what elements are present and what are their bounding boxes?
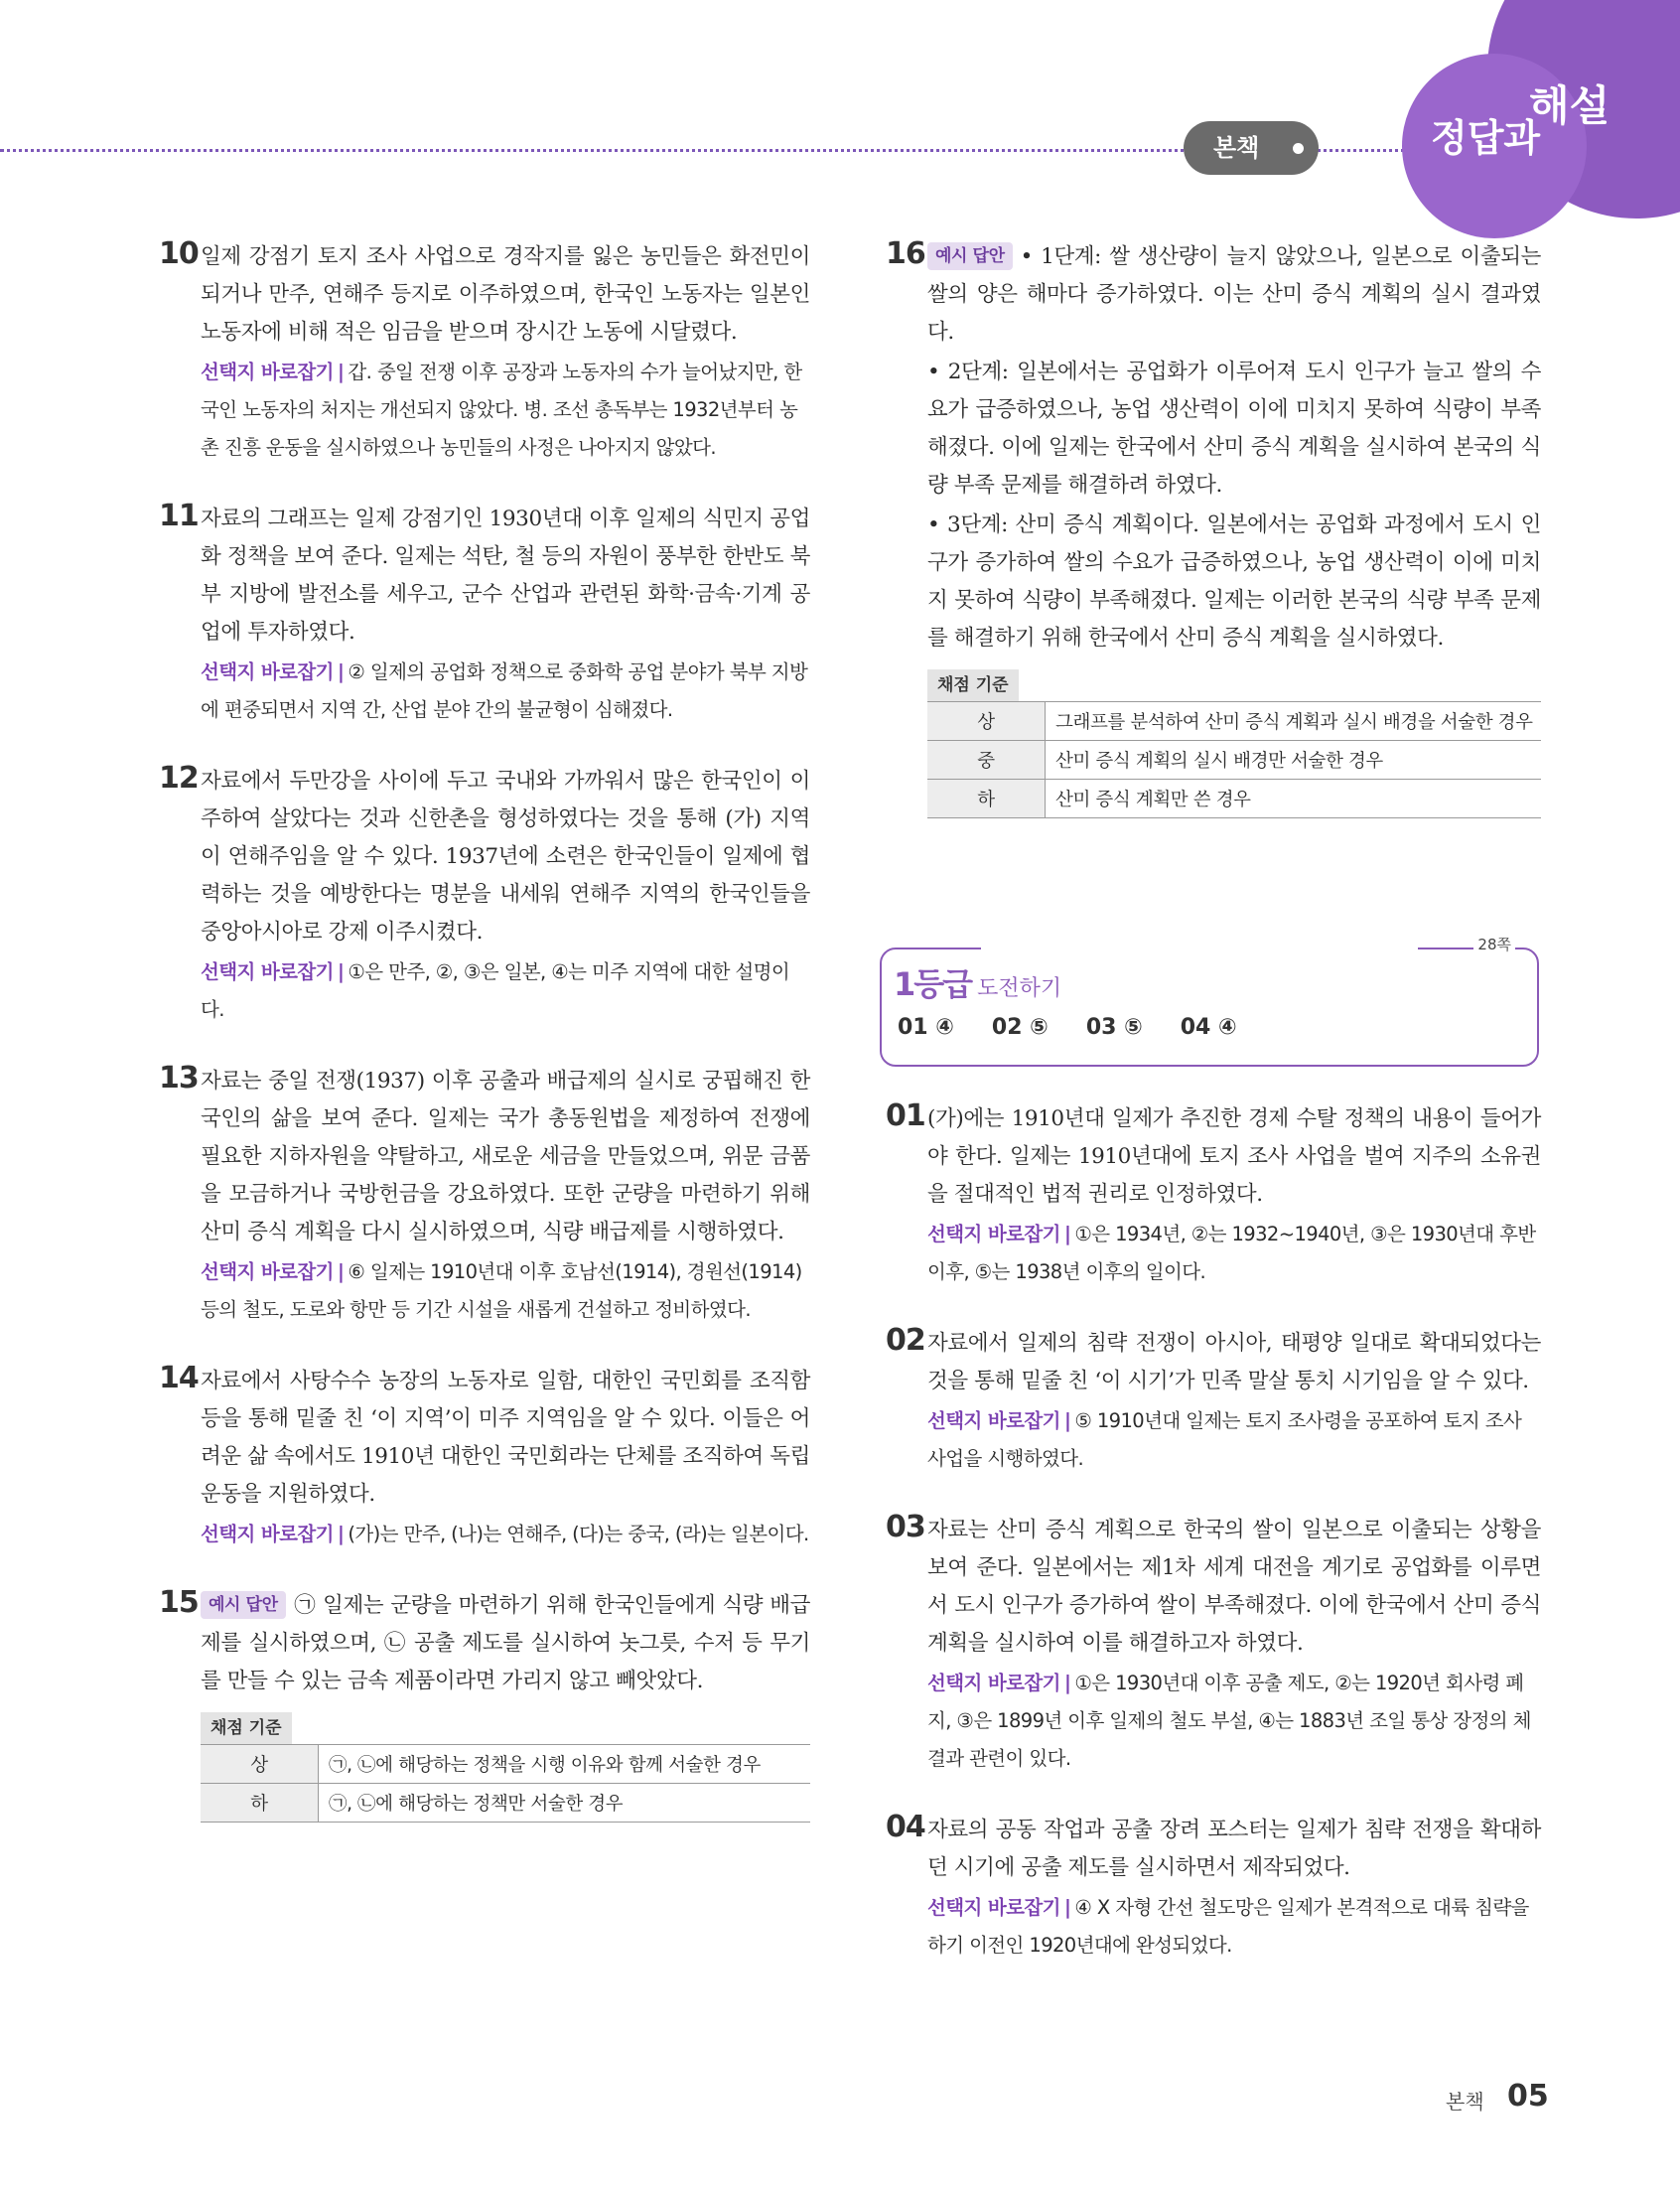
item-number: 14 — [159, 1361, 199, 1395]
separator-bar: | — [337, 1260, 345, 1283]
separator-bar: | — [337, 960, 345, 983]
left-column — [159, 238, 810, 1856]
choice-correction — [201, 1516, 810, 1553]
scoring-criteria-label: 채점 기준 — [201, 1712, 292, 1744]
grade-cell: 상 — [927, 702, 1046, 741]
challenge-answer-list — [898, 1015, 1275, 1040]
item-number: 16 — [886, 236, 925, 271]
item-explanation: 자료에서 두만강을 사이에 두고 국내와 가까워서 많은 한국인이 이주하여 살았다는 것과 신한촌을 형성하였다는 것을 통해 (가) 지역이 연해주임을 알 수 있다. 1937년에 소련은 한국인들이 일제에 협력하는 것을 예방한다는 명분을 내세워 연해주 지역의 한국인들을 중앙아시아로 강제 이주시켰다. — [201, 769, 810, 945]
table-row — [201, 1745, 810, 1784]
separator-bar: | — [337, 660, 345, 683]
scoring-criteria-label: 채점 기준 — [927, 669, 1019, 701]
item-explanation: 자료의 공동 작업과 공출 장려 포스터는 일제가 침략 전쟁을 확대하던 시기에 공출 제도를 실시하면서 제작되었다. — [927, 1818, 1541, 1880]
choice-correction-text: ①은 1934년, ②는 1932~1940년, ③은 1930년대 후반 이후, ⑤는 1938년 이후의 일이다. — [927, 1223, 1536, 1283]
choice-correction-label: 선택지 바로잡기 — [201, 660, 334, 683]
choice-correction-text: ①은 만주, ②, ③은 일본, ④는 미주 지역에 대한 설명이다. — [201, 960, 790, 1021]
choice-correction-label: 선택지 바로잡기 — [201, 960, 334, 983]
scoring-criteria — [927, 669, 1541, 818]
item-explanation: 일제 강점기 토지 조사 사업으로 경작지를 잃은 농민들은 화전민이 되거나 만주, 연해주 등지로 이주하였으며, 한국인 노동자는 일본인 노동자에 비해 적은 임금을 받으며 장시간 노동에 시달렸다. — [201, 244, 810, 345]
item-explanation — [927, 238, 1541, 657]
item-number: 10 — [159, 236, 199, 271]
challenge-answer: 03 ⑤ — [1085, 1015, 1143, 1040]
item-number: 02 — [886, 1323, 925, 1358]
separator-bar: | — [337, 361, 345, 383]
challenge-answer: 01 ④ — [898, 1015, 954, 1040]
answer-item-04 — [886, 1812, 1541, 1965]
choice-correction-label: 선택지 바로잡기 — [927, 1672, 1060, 1694]
grade-cell: 하 — [201, 1784, 319, 1823]
table-row — [927, 780, 1541, 818]
item-explanation: 자료에서 사탕수수 농장의 노동자로 일함, 대한인 국민회를 조직함 등을 통해 밑줄 친 ‘이 지역’이 미주 지역임을 알 수 있다. 이들은 어려운 삶 속에서도 1910년 대한인 국민회라는 단체를 조직하여 독립운동을 지원하였다. — [201, 1369, 810, 1507]
answer-item-10 — [159, 238, 810, 467]
choice-correction-text: ⑥ 일제는 1910년대 이후 호남선(1914), 경원선(1914) 등의 철도, 도로와 항만 등 기간 시설을 새롭게 건설하고 정비하였다. — [201, 1260, 802, 1321]
answer-item-16 — [886, 238, 1541, 818]
choice-correction — [927, 1216, 1541, 1291]
choice-correction-label: 선택지 바로잡기 — [201, 1523, 334, 1545]
choice-correction-text: ①은 1930년대 이후 공출 제도, ②는 1920년 회사령 폐지, ③은 1899년 이후 일제의 철도 부설, ④는 1883년 조일 통상 장정의 체결과 관련이 있다. — [927, 1672, 1531, 1770]
choice-correction — [927, 1889, 1541, 1965]
example-answer-badge: 예시 답안 — [927, 242, 1013, 270]
challenge-title-label: 도전하기 — [977, 976, 1062, 1001]
page-number: 05 — [1507, 2079, 1549, 2114]
answer-item-11 — [159, 501, 810, 729]
choice-correction — [201, 1253, 810, 1329]
choice-correction — [201, 654, 810, 729]
item-explanation: (가)에는 1910년대 일제가 추진한 경제 수탈 정책의 내용이 들어가야 한다. 일제는 1910년대에 토지 조사 사업을 벌여 지주의 소유권을 절대적인 법적 권리로 인정하였다. — [927, 1106, 1541, 1207]
choice-correction — [927, 1402, 1541, 1478]
scoring-table — [927, 701, 1541, 818]
item-number: 13 — [159, 1061, 199, 1095]
choice-correction-label: 선택지 바로잡기 — [201, 361, 334, 383]
footer-section-label: 본책 — [1446, 2090, 1484, 2114]
item-number: 03 — [886, 1510, 925, 1544]
criteria-cell: 산미 증식 계획만 쓴 경우 — [1046, 780, 1542, 818]
separator-bar: | — [1063, 1223, 1071, 1245]
choice-correction-text: ④ X 자형 간선 철도망은 일제가 본격적으로 대륙 침략을 하기 이전인 1920년대에 완성되었다. — [927, 1896, 1529, 1957]
box-border-gap — [981, 944, 1418, 953]
choice-correction-text: (가)는 만주, (나)는 연해주, (다)는 중국, (라)는 일본이다. — [348, 1523, 809, 1545]
section-pill-label: 본책 — [1213, 134, 1260, 162]
separator-bar: | — [1063, 1409, 1071, 1432]
choice-correction-label: 선택지 바로잡기 — [927, 1409, 1060, 1432]
item-number: 04 — [886, 1810, 925, 1844]
answer-item-13 — [159, 1063, 810, 1329]
choice-correction — [201, 953, 810, 1029]
challenge-answer: 02 ⑤ — [991, 1015, 1049, 1040]
choice-correction-label: 선택지 바로잡기 — [927, 1896, 1060, 1919]
item-explanation: 자료의 그래프는 일제 강점기인 1930년대 이후 일제의 식민지 공업화 정책을 보여 준다. 일제는 석탄, 철 등의 자원이 풍부한 한반도 북부 지방에 발전소를 세우고, 군수 산업과 관련된 화학·금속·기계 공업에 투자하였다. — [201, 507, 810, 645]
step-1-text: • 1단계: 쌀 생산량이 늘지 않았으나, 일본으로 이출되는 쌀의 양은 해마다 증가하였다. 이는 산미 증식 계획의 실시 결과였다. — [927, 244, 1541, 345]
choice-correction-text: 갑. 중일 전쟁 이후 공장과 노동자의 수가 늘어났지만, 한국인 노동자의 처지는 개선되지 않았다. 병. 조선 총독부는 1932년부터 농촌 진흥 운동을 실시하였으나 농민들의 사정은 나아지지 않았다. — [201, 361, 802, 459]
criteria-cell: 그래프를 분석하여 산미 증식 계획과 실시 배경을 서술한 경우 — [1046, 702, 1542, 741]
grade-cell: 하 — [927, 780, 1046, 818]
choice-correction — [201, 354, 810, 467]
answer-item-12 — [159, 763, 810, 1029]
item-explanation — [201, 1587, 810, 1700]
item-explanation: 자료는 산미 증식 계획으로 한국의 쌀이 일본으로 이출되는 상황을 보여 준다. 일본에서는 제1차 세계 대전을 계기로 공업화를 이루면서 도시 인구가 증가하여 쌀이 부족해졌다. 이에 한국에서 산미 증식 계획을 실시하여 이를 해결하고자 하였다. — [927, 1518, 1541, 1656]
separator-bar: | — [337, 1523, 345, 1545]
answer-item-02 — [886, 1325, 1541, 1478]
item-number: 15 — [159, 1585, 199, 1620]
choice-correction-label: 선택지 바로잡기 — [201, 1260, 334, 1283]
item-number: 01 — [886, 1098, 925, 1133]
challenge-title — [894, 959, 1061, 1005]
item-number: 12 — [159, 761, 199, 796]
scoring-criteria — [201, 1712, 810, 1823]
step-2-paragraph: • 2단계: 일본에서는 공업화가 이루어져 도시 인구가 늘고 쌀의 수요가 급증하였으나, 농업 생산력이 이에 미치지 못하여 식량이 부족해졌다. 이에 일제는 한국에서 산미 증식 계획을 실시하여 본국의 식량 부족 문제를 해결하려 하였다. — [927, 360, 1541, 498]
example-answer-text: ㉠ 일제는 군량을 마련하기 위해 한국인들에게 식량 배급제를 실시하였으며, ㉡ 공출 제도를 실시하여 놋그릇, 수저 등 무기를 만들 수 있는 금속 제품이라면 가리지 않고 빼앗았다. — [201, 1593, 810, 1693]
answer-item-15 — [159, 1587, 810, 1823]
separator-bar: | — [1063, 1896, 1071, 1919]
criteria-cell: ㉠, ㉡에 해당하는 정책을 시행 이유와 함께 서술한 경우 — [319, 1745, 811, 1784]
challenge-page-ref: 28쪽 — [1473, 934, 1515, 954]
choice-correction — [927, 1665, 1541, 1778]
challenge-answer: 04 ④ — [1180, 1015, 1237, 1040]
answer-item-01 — [886, 1100, 1541, 1291]
header-title-part2: 해설 — [1529, 81, 1610, 130]
criteria-cell: 산미 증식 계획의 실시 배경만 서술한 경우 — [1046, 741, 1542, 780]
choice-correction-label: 선택지 바로잡기 — [927, 1223, 1060, 1245]
table-row — [927, 702, 1541, 741]
separator-bar: | — [1063, 1672, 1071, 1694]
answer-item-14 — [159, 1363, 810, 1553]
choice-correction-text: ② 일제의 공업화 정책으로 중화학 공업 분야가 북부 지방에 편중되면서 지역 간, 산업 분야 간의 불균형이 심해졌다. — [201, 660, 808, 721]
step-3-paragraph: • 3단계: 산미 증식 계획이다. 일본에서는 공업화 과정에서 도시 인구가 증가하여 쌀의 수요가 급증하였으나, 농업 생산력이 이에 미치지 못하여 식량이 부족해졌다. 일제는 이러한 본국의 식량 부족 문제를 해결하기 위해 한국에서 산미 증식 계획을 실시하였다. — [927, 512, 1541, 651]
grade-cell: 상 — [201, 1745, 319, 1784]
step-1-paragraph — [927, 238, 1541, 352]
item-explanation: 자료는 중일 전쟁(1937) 이후 공출과 배급제의 실시로 궁핍해진 한국인의 삶을 보여 준다. 일제는 국가 총동원법을 제정하여 전쟁에 필요한 지하자원을 약탈하고, 새로운 세금을 만들었으며, 위문 금품을 모금하거나 국방헌금을 강요하였다. 또한 군량을 마련하기 위해 산미 증식 계획을 다시 실시하였으며, 식량 배급제를 시행하였다. — [201, 1069, 810, 1244]
right-column — [886, 238, 1541, 1998]
item-explanation: 자료에서 일제의 침략 전쟁이 아시아, 태평양 일대로 확대되었다는 것을 통해 밑줄 친 ‘이 시기’가 민족 말살 통치 시기임을 알 수 있다. — [927, 1331, 1541, 1393]
pill-dot-icon — [1293, 143, 1304, 154]
challenge-title-grade: 1등급 — [894, 965, 972, 1003]
header-title-part1: 정답과 — [1431, 116, 1541, 160]
example-answer-badge: 예시 답안 — [201, 1591, 286, 1619]
table-row — [927, 741, 1541, 780]
challenge-box — [880, 936, 1539, 1067]
table-row — [201, 1784, 810, 1823]
criteria-cell: ㉠, ㉡에 해당하는 정책만 서술한 경우 — [319, 1784, 811, 1823]
choice-correction-text: ⑤ 1910년대 일제는 토지 조사령을 공포하여 토지 조사 사업을 시행하였다. — [927, 1409, 1522, 1470]
scoring-table — [201, 1744, 810, 1823]
answer-item-03 — [886, 1512, 1541, 1778]
item-number: 11 — [159, 499, 199, 533]
grade-cell: 중 — [927, 741, 1046, 780]
